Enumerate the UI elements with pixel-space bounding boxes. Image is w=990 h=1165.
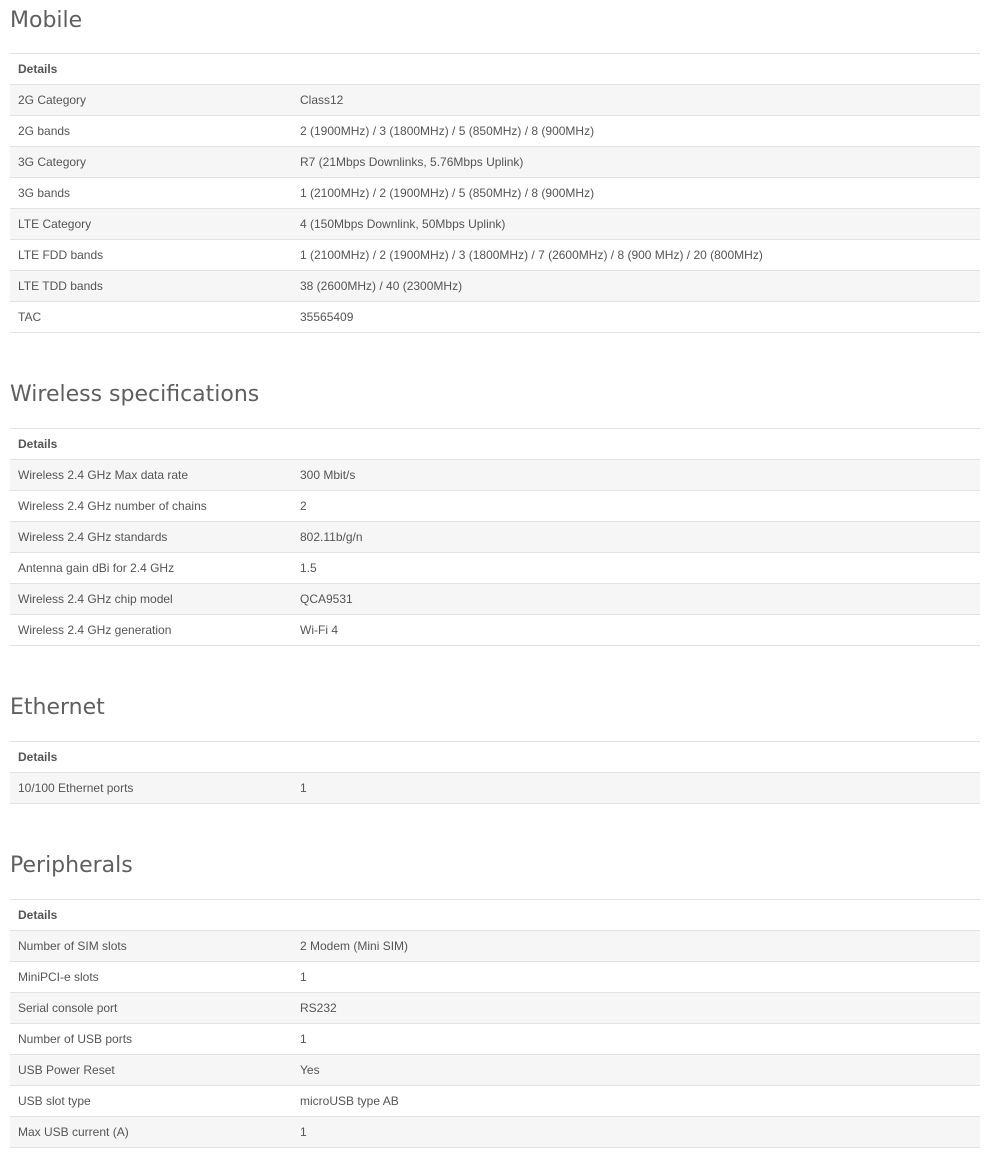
row-value: QCA9531 xyxy=(292,584,980,615)
table-row xyxy=(10,1086,980,1117)
row-value: 2 Modem (Mini SIM) xyxy=(292,931,980,962)
row-value: 1 xyxy=(292,962,980,993)
row-value: 1 xyxy=(292,1117,980,1148)
row-label: LTE TDD bands xyxy=(10,271,292,302)
row-label: MiniPCI-e slots xyxy=(10,962,292,993)
table-row xyxy=(10,178,980,209)
table-header: Details xyxy=(10,429,980,460)
row-value: 38 (2600MHz) / 40 (2300MHz) xyxy=(292,271,980,302)
spec-table xyxy=(10,428,980,646)
row-value: RS232 xyxy=(292,993,980,1024)
row-label: Wireless 2.4 GHz generation xyxy=(10,615,292,646)
row-label: 2G Category xyxy=(10,85,292,116)
table-row xyxy=(10,993,980,1024)
section-title: Mobile xyxy=(10,8,83,33)
table-header-row xyxy=(10,742,980,773)
table-header-row xyxy=(10,429,980,460)
row-label: USB slot type xyxy=(10,1086,292,1117)
table-row xyxy=(10,209,980,240)
row-label: LTE FDD bands xyxy=(10,240,292,271)
row-label: Wireless 2.4 GHz chip model xyxy=(10,584,292,615)
table-row xyxy=(10,85,980,116)
table-row xyxy=(10,147,980,178)
row-value: 2 xyxy=(292,491,980,522)
row-value: 1 (2100MHz) / 2 (1900MHz) / 3 (1800MHz) / 7 (2600MHz) / 8 (900 MHz) / 20 (800MHz) xyxy=(292,240,980,271)
section-title: Peripherals xyxy=(10,853,133,878)
table-header: Details xyxy=(10,742,980,773)
table-header: Details xyxy=(10,900,980,931)
row-label: LTE Category xyxy=(10,209,292,240)
spec-table xyxy=(10,53,980,333)
table-row xyxy=(10,931,980,962)
row-value: 2 (1900MHz) / 3 (1800MHz) / 5 (850MHz) / 8 (900MHz) xyxy=(292,116,980,147)
table-row xyxy=(10,302,980,333)
section-mobile xyxy=(10,5,980,333)
table-row xyxy=(10,584,980,615)
table-row xyxy=(10,1024,980,1055)
row-label: Max USB current (A) xyxy=(10,1117,292,1148)
row-value: R7 (21Mbps Downlinks, 5.76Mbps Uplink) xyxy=(292,147,980,178)
row-value: 1 xyxy=(292,773,980,804)
row-value: 1 xyxy=(292,1024,980,1055)
row-value: 35565409 xyxy=(292,302,980,333)
section-title: Ethernet xyxy=(10,695,105,720)
table-row xyxy=(10,962,980,993)
spec-table xyxy=(10,899,980,1148)
row-label: Number of USB ports xyxy=(10,1024,292,1055)
row-value: 4 (150Mbps Downlink, 50Mbps Uplink) xyxy=(292,209,980,240)
spec-table xyxy=(10,741,980,804)
table-row xyxy=(10,460,980,491)
row-label: USB Power Reset xyxy=(10,1055,292,1086)
table-row xyxy=(10,116,980,147)
row-value: 1.5 xyxy=(292,553,980,584)
row-label: Serial console port xyxy=(10,993,292,1024)
row-label: 2G bands xyxy=(10,116,292,147)
row-value: Class12 xyxy=(292,85,980,116)
row-value: microUSB type AB xyxy=(292,1086,980,1117)
row-label: Wireless 2.4 GHz number of chains xyxy=(10,491,292,522)
table-row xyxy=(10,271,980,302)
row-label: Wireless 2.4 GHz standards xyxy=(10,522,292,553)
row-label: Wireless 2.4 GHz Max data rate xyxy=(10,460,292,491)
table-row xyxy=(10,1055,980,1086)
row-value: 1 (2100MHz) / 2 (1900MHz) / 5 (850MHz) / 8 (900MHz) xyxy=(292,178,980,209)
table-row xyxy=(10,1117,980,1148)
table-header-row xyxy=(10,900,980,931)
row-label: Number of SIM slots xyxy=(10,931,292,962)
row-label: TAC xyxy=(10,302,292,333)
row-value: 802.11b/g/n xyxy=(292,522,980,553)
section-ethernet xyxy=(10,692,980,804)
row-label: 3G bands xyxy=(10,178,292,209)
row-label: Antenna gain dBi for 2.4 GHz xyxy=(10,553,292,584)
row-value: 300 Mbit/s xyxy=(292,460,980,491)
section-title: Wireless specifications xyxy=(10,382,260,407)
table-row xyxy=(10,615,980,646)
table-row xyxy=(10,240,980,271)
table-row xyxy=(10,553,980,584)
section-wireless xyxy=(10,379,980,646)
table-header-row xyxy=(10,54,980,85)
row-label: 10/100 Ethernet ports xyxy=(10,773,292,804)
row-value: Wi-Fi 4 xyxy=(292,615,980,646)
table-header: Details xyxy=(10,54,980,85)
row-label: 3G Category xyxy=(10,147,292,178)
table-row xyxy=(10,522,980,553)
section-peripherals xyxy=(10,850,980,1148)
table-row xyxy=(10,773,980,804)
row-value: Yes xyxy=(292,1055,980,1086)
table-row xyxy=(10,491,980,522)
